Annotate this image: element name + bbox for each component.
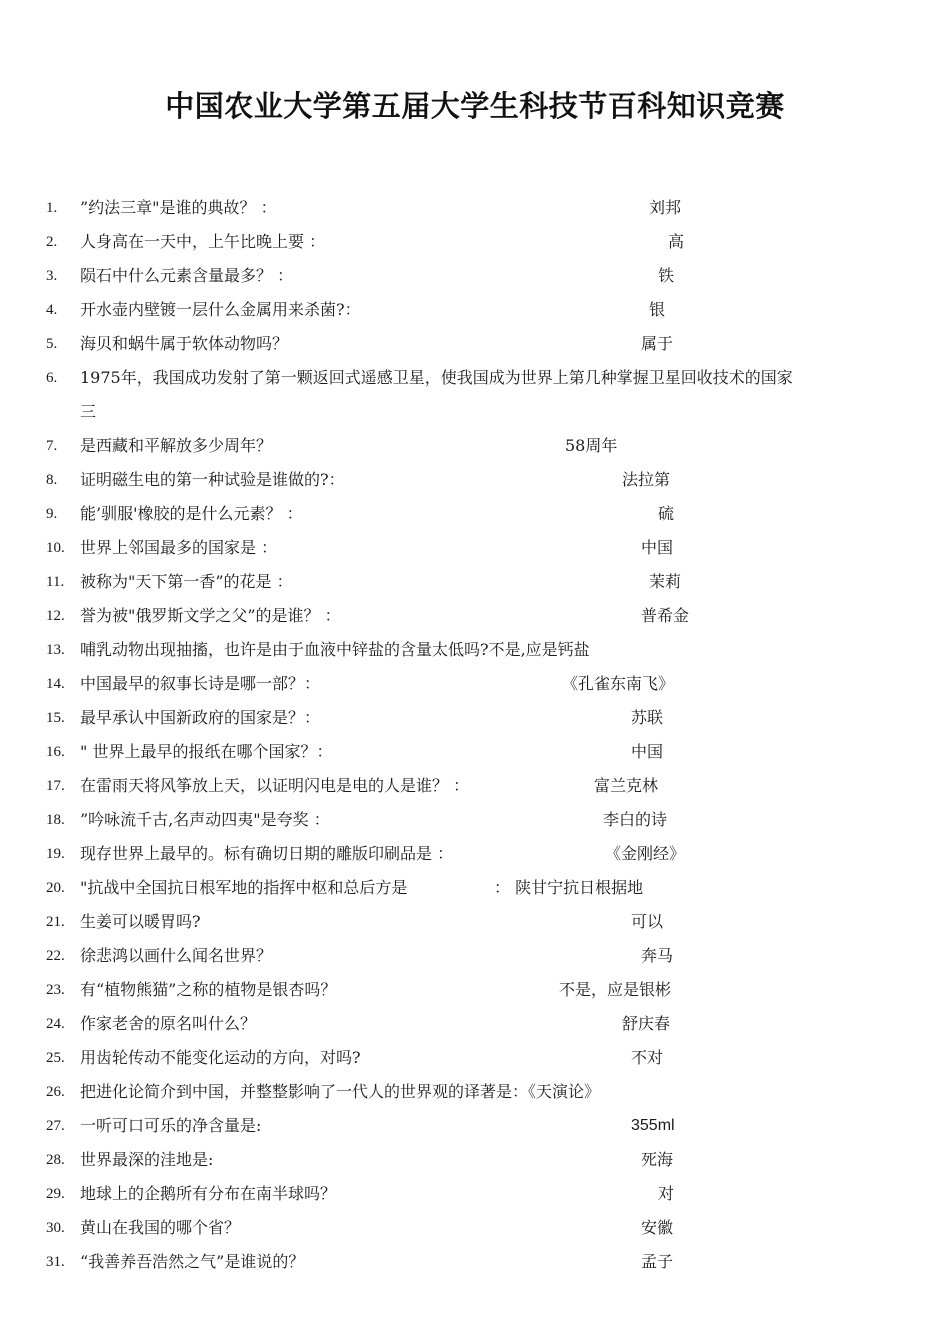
question-text: 1975年，我国成功发射了第一颗返回式遥感卫星，使我国成为世界上第几种掌握卫星回收技术的国家 xyxy=(80,368,793,387)
item-number: 18. xyxy=(46,812,65,828)
answer: 355ml xyxy=(631,1117,675,1134)
item-number: 12. xyxy=(46,608,65,624)
list-item xyxy=(0,429,950,463)
answer: 茉莉 xyxy=(649,572,682,591)
answer: 普希金 xyxy=(641,606,690,625)
item-number: 16. xyxy=(46,744,65,760)
question: 证明磁生电的第一种试验是谁做的?： xyxy=(80,470,345,489)
list-item xyxy=(0,735,950,769)
question: 被称为"天下第一香”的花是 ： xyxy=(80,572,293,591)
answer: 银 xyxy=(649,300,666,319)
answer: 高 xyxy=(668,232,685,251)
list-item xyxy=(0,1177,950,1211)
question: 有“植物熊猫”之称的植物是银杏吗？ xyxy=(80,980,337,999)
item-number: 23. xyxy=(46,982,65,998)
answer: 可以 xyxy=(631,912,664,931)
item-number: 31. xyxy=(46,1254,65,1270)
question: " 世界上最早的报纸在哪个国家？： xyxy=(80,742,333,761)
question: 一听可口可乐的净含量是: xyxy=(80,1116,262,1135)
list-item xyxy=(0,939,950,973)
list-item xyxy=(0,599,950,633)
question: 海贝和蜗牛属于软体动物吗？ xyxy=(80,334,289,353)
item-number: 13. xyxy=(46,642,65,658)
item-number: 5. xyxy=(46,336,58,352)
question: 在雷雨天将风筝放上天，以证明闪电是电的人是谁？ ： xyxy=(80,776,470,795)
list-item xyxy=(0,259,950,293)
list-item xyxy=(0,225,950,259)
question: 哺乳动物出现抽搐，也许是由于血液中锌盐的含量太低吗?不是,应是钙盐 xyxy=(80,640,590,659)
list-item xyxy=(0,191,950,225)
answer: 李白的诗 xyxy=(603,810,668,829)
answer: 孟子 xyxy=(641,1252,674,1271)
qa-list xyxy=(0,191,950,1279)
question: 中国最早的叙事长诗是哪一部？： xyxy=(80,674,321,693)
page-title: 中国农业大学第五届大学生科技节百科知识竞赛 xyxy=(165,89,785,123)
question: “我善养吾浩然之气”是谁说的？ xyxy=(80,1252,305,1271)
list-item xyxy=(0,531,950,565)
answer: 对 xyxy=(658,1184,675,1203)
question: 黄山在我国的哪个省？ xyxy=(80,1218,241,1237)
item-number: 15. xyxy=(46,710,65,726)
item-number: 29. xyxy=(46,1186,65,1202)
question: 能’驯服'橡胶的是什么元素？ ： xyxy=(80,504,303,523)
question: 人身高在一天中，上午比晚上要 ： xyxy=(80,232,326,251)
list-item xyxy=(0,293,950,327)
item-number: 8. xyxy=(46,472,58,488)
question: 现存世界上最早的。标有确切日期的雕版印刷品是 ： xyxy=(80,844,454,863)
answer: 不是，应是银彬 xyxy=(559,980,672,999)
list-item xyxy=(0,769,950,803)
item-number: 19. xyxy=(46,846,65,862)
item-number: 24. xyxy=(46,1016,65,1032)
question: 生姜可以暖胃吗? xyxy=(80,912,201,931)
question: 开水壶内壁镀一层什么金属用来杀菌?： xyxy=(80,300,361,319)
answer: 《金刚经》 xyxy=(605,844,686,863)
item-number: 4. xyxy=(46,302,58,318)
answer: 中国 xyxy=(641,538,674,557)
list-item xyxy=(0,1075,950,1109)
question: 陨石中什么元素含量最多？ ： xyxy=(80,266,294,285)
list-item xyxy=(0,1211,950,1245)
question: ”吟咏流千古,名声动四夷"是夸奖 ： xyxy=(80,810,330,829)
answer: ： 陕甘宁抗日根据地 xyxy=(494,878,644,897)
answer: 58周年 xyxy=(565,436,618,455)
answer: 苏联 xyxy=(631,708,664,727)
list-item xyxy=(0,905,950,939)
question: ”约法三章"是谁的典故？ ： xyxy=(80,198,277,217)
list-item xyxy=(0,701,950,735)
answer: 不对 xyxy=(631,1048,664,1067)
item-number: 7. xyxy=(46,438,58,454)
question: 把进化论简介到中国，并整整影响了一代人的世界观的译著是：《天演论》 xyxy=(80,1082,601,1101)
item-number: 6. xyxy=(46,370,58,386)
list-item xyxy=(0,871,950,905)
list-item xyxy=(0,1143,950,1177)
question: 最早承认中国新政府的国家是？： xyxy=(80,708,321,727)
item-number: 11. xyxy=(46,574,65,590)
item-number: 14. xyxy=(46,676,65,692)
question: 是西藏和平解放多少周年？ xyxy=(80,436,273,455)
item-number: 25. xyxy=(46,1050,65,1066)
question: 作家老舍的原名叫什么？ xyxy=(80,1014,257,1033)
list-item xyxy=(0,837,950,871)
item-number: 30. xyxy=(46,1220,65,1236)
answer: 硫 xyxy=(658,504,675,523)
list-item xyxy=(0,565,950,599)
answer: 法拉第 xyxy=(622,470,671,489)
list-item xyxy=(0,803,950,837)
question: 誉为被"俄罗斯文学之父”的是谁？ ： xyxy=(80,606,341,625)
item-number: 22. xyxy=(46,948,65,964)
question: 用齿轮传动不能变化运动的方向，对吗? xyxy=(80,1048,361,1067)
item-number: 27. xyxy=(46,1118,65,1134)
list-item xyxy=(0,1007,950,1041)
answer: 刘邦 xyxy=(649,198,682,217)
answer: 中国 xyxy=(631,742,664,761)
list-item xyxy=(0,973,950,1007)
list-item xyxy=(0,667,950,701)
list-item xyxy=(0,1245,950,1279)
answer: 属于 xyxy=(641,334,674,353)
item-number: 1. xyxy=(46,200,58,216)
question: 世界最深的洼地是: xyxy=(80,1150,214,1169)
item-number: 20. xyxy=(46,880,65,896)
item-number: 9. xyxy=(46,506,58,522)
item-number: 2. xyxy=(46,234,58,250)
list-item xyxy=(0,327,950,361)
answer: 舒庆春 xyxy=(622,1014,671,1033)
item-number: 26. xyxy=(46,1084,65,1100)
list-item xyxy=(0,497,950,531)
item-number: 10. xyxy=(46,540,65,556)
list-item xyxy=(0,1041,950,1075)
answer: 死海 xyxy=(641,1150,674,1169)
item-number: 28. xyxy=(46,1152,65,1168)
list-item xyxy=(0,361,950,429)
answer: 《孔雀东南飞》 xyxy=(562,674,675,693)
item-number: 21. xyxy=(46,914,65,930)
question: 世界上邻国最多的国家是 ： xyxy=(80,538,278,557)
list-item xyxy=(0,1109,950,1143)
answer: 安徽 xyxy=(641,1218,674,1237)
question xyxy=(80,361,910,429)
list-item xyxy=(0,463,950,497)
question: "抗战中全国抗日根军地的指挥中枢和总后方是 xyxy=(80,878,408,897)
answer: 奔马 xyxy=(641,946,674,965)
answer: 三 xyxy=(80,402,97,421)
question: 地球上的企鹅所有分布在南半球吗？ xyxy=(80,1184,337,1203)
answer: 铁 xyxy=(658,266,675,285)
item-number: 3. xyxy=(46,268,58,284)
item-number: 17. xyxy=(46,778,65,794)
answer: 富兰克林 xyxy=(594,776,659,795)
list-item xyxy=(0,633,950,667)
question: 徐悲鸿以画什么闻名世界？ xyxy=(80,946,273,965)
